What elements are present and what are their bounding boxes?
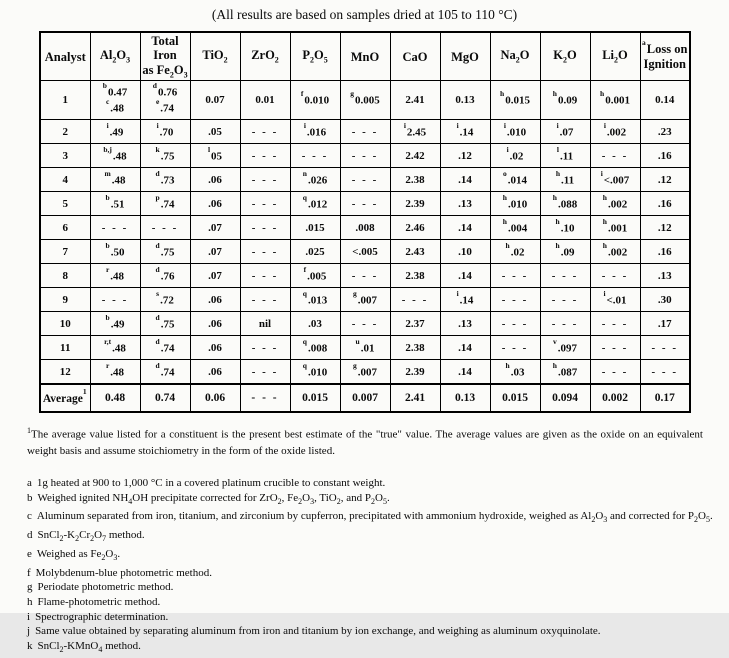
value-cell: 0.07 <box>190 81 240 120</box>
average-label-cell: Average$^1$ <box>40 384 90 412</box>
value-cell: .07 <box>190 216 240 240</box>
column-header: $K_2O$ <box>540 32 590 81</box>
value-cell: .14 <box>440 168 490 192</box>
value-cell <box>390 288 440 312</box>
value-cell: $^d$.74 <box>140 360 190 385</box>
table-header-row <box>40 32 690 81</box>
table-row <box>40 264 690 288</box>
no-value-dashes: - - - <box>551 317 579 330</box>
average-value-cell: 0.48 <box>90 384 140 412</box>
value-cell: $^f$.005 <box>290 264 340 288</box>
no-value-dashes: - - - <box>301 149 329 162</box>
footnote-text: Flame-photometric method. <box>37 596 161 608</box>
footnote-text: Molybdenum-blue photometric method. <box>35 566 212 579</box>
value-cell <box>590 360 640 385</box>
table-row <box>40 168 690 192</box>
value-cell <box>490 288 540 312</box>
value-cell <box>240 240 290 264</box>
no-value-dashes: - - - <box>351 269 379 282</box>
value-cell: $^h$.10 <box>540 216 590 240</box>
table-row <box>40 336 690 360</box>
table-body <box>40 81 690 413</box>
average-value-cell <box>240 384 290 412</box>
analyst-cell: 5 <box>40 192 90 216</box>
analyst-cell: 1 <box>40 81 90 120</box>
value-cell: $^s$.72 <box>140 288 190 312</box>
footnote-marker: b <box>27 491 33 504</box>
value-cell: .025 <box>290 240 340 264</box>
footnote-average <box>27 423 703 459</box>
value-cell: .12 <box>440 144 490 168</box>
analyst-cell: 9 <box>40 288 90 312</box>
value-cell: .17 <box>640 312 690 336</box>
table-row <box>40 120 690 144</box>
no-value-dashes: - - - <box>601 341 629 354</box>
value-cell: 2.39 <box>390 192 440 216</box>
no-value-dashes: - - - <box>351 317 379 330</box>
table-header <box>40 32 690 81</box>
value-cell: 2.43 <box>390 240 440 264</box>
value-cell <box>590 264 640 288</box>
no-value-dashes: - - - <box>651 365 678 378</box>
no-value-dashes: - - - <box>551 293 579 306</box>
no-value-dashes: - - - <box>351 197 379 210</box>
column-header: $Al_2O_3$ <box>90 32 140 81</box>
footnote-average-text: The average value listed for a constituent is the present best estimate of the "true" value. The average values are given as the oxide on an equivalent weight basis and assume stoichiometry in the form of the oxide listed. <box>27 429 703 458</box>
value-cell: .06 <box>190 336 240 360</box>
footnote-line <box>27 610 703 625</box>
footnote-marker: j <box>27 625 31 638</box>
value-cell <box>90 288 140 312</box>
no-value-dashes: - - - <box>401 293 429 306</box>
value-cell <box>340 312 390 336</box>
footnote-text: SnCl$_2$-KMnO$_4$ method. <box>37 639 141 654</box>
footnote-text: Weighed as $Fe_2O_3$. <box>36 548 121 563</box>
column-header: TiO$_2$ <box>190 32 240 81</box>
value-cell: $^h$.11 <box>540 168 590 192</box>
footnote-marker: k <box>27 639 33 652</box>
table-row <box>40 216 690 240</box>
analyst-cell: 10 <box>40 312 90 336</box>
value-cell: $^h$0.015 <box>490 81 540 120</box>
value-cell <box>640 360 690 385</box>
footnote-marker: d <box>27 529 33 542</box>
value-cell: $^f$0.010 <box>290 81 340 120</box>
value-cell: 0.14 <box>640 81 690 120</box>
value-cell: $^i$.70 <box>140 120 190 144</box>
value-cell: $^h$.004 <box>490 216 540 240</box>
column-header: $P_2O_5$ <box>290 32 340 81</box>
value-cell <box>240 144 290 168</box>
value-cell: $^{b,j}$.48 <box>90 144 140 168</box>
value-cell: .14 <box>440 336 490 360</box>
value-cell: $^{r,t}$.48 <box>90 336 140 360</box>
no-value-dashes: - - - <box>251 269 279 282</box>
footnote-average-marker: 1 <box>27 426 31 436</box>
footnote-text: 1g heated at 900 to 1,000 °C in a covered platinum crucible to constant weight. <box>36 477 386 490</box>
value-cell: .23 <box>640 120 690 144</box>
value-cell <box>240 192 290 216</box>
no-value-dashes: - - - <box>251 173 279 186</box>
column-header: CaO <box>390 32 440 81</box>
footnotes-list <box>27 476 713 657</box>
no-value-dashes: - - - <box>251 391 279 404</box>
value-cell: 2.38 <box>390 336 440 360</box>
value-cell: $^i$.49 <box>90 120 140 144</box>
value-cell: <.005 <box>340 240 390 264</box>
page-title: (All results are based on samples dried at 105 to 110 °C) <box>211 7 518 22</box>
value-cell: .06 <box>190 192 240 216</box>
footnote-marker: c <box>27 510 32 523</box>
value-cell: $^i$.016 <box>290 120 340 144</box>
column-header: ZrO$_2$ <box>240 32 290 81</box>
no-value-dashes: - - - <box>601 269 629 282</box>
value-cell <box>540 264 590 288</box>
value-cell: $^i$.02 <box>490 144 540 168</box>
footnote-line <box>27 476 703 491</box>
value-cell: .06 <box>190 288 240 312</box>
no-value-dashes: - - - <box>351 173 379 186</box>
footnote-marker: e <box>27 548 32 561</box>
no-value-dashes: - - - <box>251 221 279 234</box>
no-value-dashes: - - - <box>601 365 629 378</box>
value-cell: $^i$.14 <box>440 288 490 312</box>
value-cell: $^q$.010 <box>290 360 340 385</box>
value-cell: $^i$2.45 <box>390 120 440 144</box>
average-value-cell: 2.41 <box>390 384 440 412</box>
value-cell <box>340 168 390 192</box>
table-row <box>40 81 690 120</box>
value-cell: $^b$.51 <box>90 192 140 216</box>
value-cell: $^h$.010 <box>490 192 540 216</box>
value-cell <box>490 312 540 336</box>
value-cell: .14 <box>440 216 490 240</box>
value-cell <box>240 216 290 240</box>
value-cell: .07 <box>190 240 240 264</box>
value-cell: .10 <box>440 240 490 264</box>
analyst-cell: 2 <box>40 120 90 144</box>
value-cell <box>490 336 540 360</box>
value-cell: .16 <box>640 144 690 168</box>
no-value-dashes: - - - <box>551 269 579 282</box>
analyst-cell: 8 <box>40 264 90 288</box>
value-cell <box>240 264 290 288</box>
value-cell <box>90 216 140 240</box>
value-cell: $^h$.087 <box>540 360 590 385</box>
no-value-dashes: - - - <box>251 197 279 210</box>
column-header: MnO <box>340 32 390 81</box>
value-cell: $^h$.001 <box>590 216 640 240</box>
footnote-text: Same value obtained by separating aluminum from iron and titanium by ion exchange, and weighing as aluminum oxyquinolate. <box>35 625 601 638</box>
value-cell: 2.41 <box>390 81 440 120</box>
value-cell: $^d$0.76 $^e$.74 <box>140 81 190 120</box>
no-value-dashes: - - - <box>251 293 279 306</box>
value-cell: .06 <box>190 312 240 336</box>
value-cell <box>240 336 290 360</box>
average-value-cell: 0.13 <box>440 384 490 412</box>
value-cell: $^p$.74 <box>140 192 190 216</box>
value-cell: $^q$.013 <box>290 288 340 312</box>
footnote-marker: a <box>27 477 32 490</box>
value-cell: $^h$.03 <box>490 360 540 385</box>
value-cell: .12 <box>640 168 690 192</box>
average-value-cell: 0.015 <box>290 384 340 412</box>
value-cell: $^g$.007 <box>340 360 390 385</box>
value-cell: $^i$.14 <box>440 120 490 144</box>
analyst-cell: 6 <box>40 216 90 240</box>
value-cell: $^r$.48 <box>90 360 140 385</box>
value-cell: $^d$.75 <box>140 312 190 336</box>
analyst-cell: 4 <box>40 168 90 192</box>
value-cell: 2.38 <box>390 264 440 288</box>
value-cell: .13 <box>440 312 490 336</box>
value-cell: .06 <box>190 360 240 385</box>
footnote-line <box>27 528 703 547</box>
value-cell: 2.46 <box>390 216 440 240</box>
footnote-text: Aluminum separated from iron, titanium, and zirconium by cupferron, precipitated with ammonium hydroxide, weighed as $Al_2O_3$ and corrected for $P_2O_5$. <box>36 510 713 525</box>
value-cell: .008 <box>340 216 390 240</box>
value-cell: $^o$.014 <box>490 168 540 192</box>
value-cell <box>490 264 540 288</box>
footnote-marker: i <box>27 610 31 623</box>
value-cell: $^b$.49 <box>90 312 140 336</box>
value-cell: $^u$.01 <box>340 336 390 360</box>
no-value-dashes: - - - <box>251 365 279 378</box>
no-value-dashes: - - - <box>501 341 529 354</box>
value-cell <box>340 192 390 216</box>
value-cell: $^d$.73 <box>140 168 190 192</box>
value-cell: $^k$.75 <box>140 144 190 168</box>
no-value-dashes: - - - <box>251 245 279 258</box>
value-cell: $^i$.010 <box>490 120 540 144</box>
value-cell <box>540 312 590 336</box>
no-value-dashes: - - - <box>601 317 629 330</box>
value-cell <box>240 288 290 312</box>
no-value-dashes: - - - <box>501 293 529 306</box>
value-cell: $^h$.02 <box>490 240 540 264</box>
no-value-dashes: - - - <box>651 341 678 354</box>
column-header: $^a$Loss on Ignition <box>640 32 690 81</box>
value-cell: .16 <box>640 192 690 216</box>
value-cell <box>590 144 640 168</box>
value-cell: $^d$.76 <box>140 264 190 288</box>
value-cell: 2.38 <box>390 168 440 192</box>
average-value-cell: 0.015 <box>490 384 540 412</box>
average-value-cell: 0.002 <box>590 384 640 412</box>
value-cell <box>290 144 340 168</box>
table-row <box>40 192 690 216</box>
value-cell: $^h$0.09 <box>540 81 590 120</box>
value-cell: $^i$.07 <box>540 120 590 144</box>
no-value-dashes: - - - <box>251 149 279 162</box>
value-cell: .30 <box>640 288 690 312</box>
table-row <box>40 288 690 312</box>
column-header: $Na_2O$ <box>490 32 540 81</box>
no-value-dashes: - - - <box>501 269 529 282</box>
value-cell: .16 <box>640 240 690 264</box>
no-value-dashes: - - - <box>251 125 279 138</box>
value-cell: .14 <box>440 360 490 385</box>
value-cell: $^l$05 <box>190 144 240 168</box>
column-header: $Li_2O$ <box>590 32 640 81</box>
footnote-marker: h <box>27 596 33 608</box>
analyst-cell: 7 <box>40 240 90 264</box>
value-cell: $^i$<.01 <box>590 288 640 312</box>
analyst-cell: 3 <box>40 144 90 168</box>
average-value-cell: 0.06 <box>190 384 240 412</box>
footnote-text: Weighed ignited $NH_4OH$ precipitate corrected for ZrO$_2$, $Fe_2O_3$, TiO$_2$, and $P_2O_5$. <box>37 491 390 506</box>
value-cell: .05 <box>190 120 240 144</box>
value-cell: $^r$.48 <box>90 264 140 288</box>
no-value-dashes: - - - <box>601 149 629 162</box>
average-value-cell: 0.094 <box>540 384 590 412</box>
value-cell: $^d$.75 <box>140 240 190 264</box>
value-cell <box>340 264 390 288</box>
value-cell: 0.13 <box>440 81 490 120</box>
footnote-marker: f <box>27 566 31 579</box>
value-cell: $^l$.11 <box>540 144 590 168</box>
value-cell <box>240 168 290 192</box>
value-cell <box>340 120 390 144</box>
table-row <box>40 240 690 264</box>
value-cell: 2.39 <box>390 360 440 385</box>
table-row <box>40 360 690 385</box>
analyst-cell: 11 <box>40 336 90 360</box>
footnote-line <box>27 624 703 639</box>
value-cell: $^m$.48 <box>90 168 140 192</box>
value-cell: $^d$.74 <box>140 336 190 360</box>
no-value-dashes: - - - <box>151 221 179 234</box>
value-cell: $^n$.026 <box>290 168 340 192</box>
average-value-cell: 0.007 <box>340 384 390 412</box>
results-table <box>39 31 691 413</box>
value-cell <box>140 216 190 240</box>
footnote-line <box>27 491 703 510</box>
value-cell: 0.01 <box>240 81 290 120</box>
average-row <box>40 384 690 412</box>
table-row <box>40 144 690 168</box>
value-cell <box>240 120 290 144</box>
column-header: Total Iron as $Fe_2O_3$ <box>140 32 190 81</box>
footnote-text: Spectrographic determination. <box>35 610 169 623</box>
value-cell: $^h$.002 <box>590 240 640 264</box>
value-cell: .07 <box>190 264 240 288</box>
column-header: Analyst <box>40 32 90 81</box>
table-row <box>40 312 690 336</box>
value-cell: $^h$.09 <box>540 240 590 264</box>
no-value-dashes: - - - <box>351 125 379 138</box>
no-value-dashes: - - - <box>251 341 279 354</box>
value-cell: .13 <box>640 264 690 288</box>
value-cell: nil <box>240 312 290 336</box>
no-value-dashes: - - - <box>101 221 129 234</box>
value-cell: $^g$0.005 <box>340 81 390 120</box>
footnote-text: $SnCl_2-K_2Cr_2O_7$ method. <box>37 529 145 544</box>
value-cell: $^h$.088 <box>540 192 590 216</box>
column-header: MgO <box>440 32 490 81</box>
footnote-marker: g <box>27 581 33 594</box>
value-cell: $^h$.002 <box>590 192 640 216</box>
value-cell <box>340 144 390 168</box>
value-cell <box>590 336 640 360</box>
no-value-dashes: - - - <box>351 149 379 162</box>
value-cell: 2.37 <box>390 312 440 336</box>
average-value-cell: 0.17 <box>640 384 690 412</box>
value-cell <box>640 336 690 360</box>
value-cell <box>240 360 290 385</box>
value-cell: $^v$.097 <box>540 336 590 360</box>
value-cell: $^g$.007 <box>340 288 390 312</box>
footnote-text: Periodate photometric method. <box>37 581 174 594</box>
footnote-line <box>27 580 703 595</box>
analyst-cell: 12 <box>40 360 90 385</box>
value-cell: $^b$.50 <box>90 240 140 264</box>
value-cell: $^i$.002 <box>590 120 640 144</box>
value-cell: .14 <box>440 264 490 288</box>
footnote-line <box>27 547 703 566</box>
footnote-line <box>27 509 713 528</box>
value-cell: .12 <box>640 216 690 240</box>
value-cell: $^q$.012 <box>290 192 340 216</box>
footnote-line <box>27 566 703 581</box>
average-value-cell: 0.74 <box>140 384 190 412</box>
value-cell: $^i$<.007 <box>590 168 640 192</box>
value-cell: .03 <box>290 312 340 336</box>
no-value-dashes: - - - <box>101 293 129 306</box>
value-cell: .13 <box>440 192 490 216</box>
footnote-line <box>27 595 703 610</box>
footnote-line <box>27 639 703 658</box>
value-cell: $^b$0.47 $^c$.48 <box>90 81 140 120</box>
value-cell: .015 <box>290 216 340 240</box>
value-cell: $^h$0.001 <box>590 81 640 120</box>
value-cell <box>590 312 640 336</box>
no-value-dashes: - - - <box>501 317 529 330</box>
value-cell: .06 <box>190 168 240 192</box>
value-cell: $^q$.008 <box>290 336 340 360</box>
value-cell: 2.42 <box>390 144 440 168</box>
value-cell <box>540 288 590 312</box>
